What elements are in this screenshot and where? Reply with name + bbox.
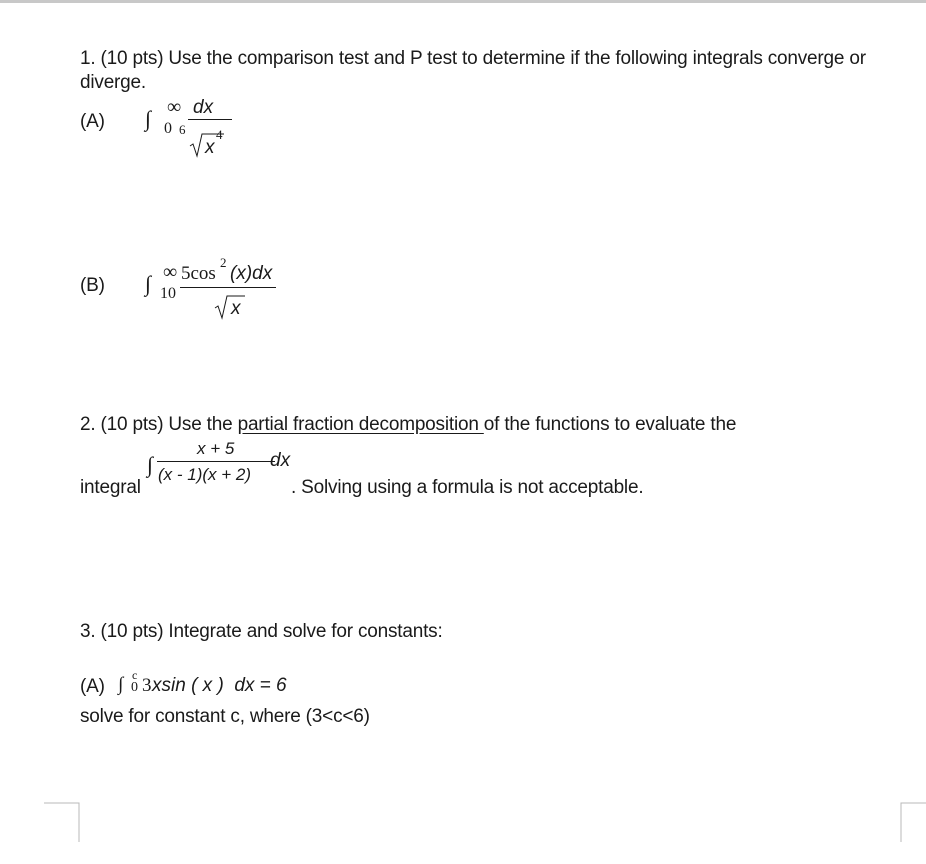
lower-limit: 0 <box>164 120 172 137</box>
lower-limit: 10 <box>160 285 176 302</box>
upper-limit: ∞ <box>167 96 182 118</box>
upper-limit: c <box>132 668 138 682</box>
part-a-label: (A) <box>80 111 105 132</box>
integral-sign: ∫ <box>118 674 124 695</box>
question-2-intro: 2. (10 pts) Use the <box>80 414 238 435</box>
numerator-rest: (x)dx <box>230 263 273 284</box>
dx: dx <box>270 450 291 471</box>
part-a-label-q3: (A) <box>80 676 105 697</box>
partial-fraction-link[interactable]: partial fraction decomposition <box>237 414 484 435</box>
integral-sign: ∫ <box>147 452 154 477</box>
exponent: 4 <box>216 127 223 142</box>
question-1-text: 1. (10 pts) Use the comparison test and P test to determine if the following integrals converge or <box>80 48 866 69</box>
lower-limit: 0 <box>131 680 138 695</box>
integral-word: integral <box>80 477 141 498</box>
integral-sign: ∫ <box>145 106 152 131</box>
question-1-text-cont: diverge. <box>80 72 146 93</box>
question-3-instruction: solve for constant c, where (3<c<6) <box>80 706 370 727</box>
fraction-bar <box>157 461 275 462</box>
fraction-bar <box>188 119 232 120</box>
fraction-bar <box>180 287 276 288</box>
crop-mark-left <box>44 802 80 842</box>
radicand: x <box>231 298 241 319</box>
question-3-text: 3. (10 pts) Integrate and solve for constants: <box>80 621 443 642</box>
integral-sign: ∫ <box>145 271 152 296</box>
question-2-outro: of the functions to evaluate the <box>483 414 737 435</box>
numerator-exponent: 2 <box>220 255 227 270</box>
root-index: 6 <box>179 122 186 137</box>
question-2-tail: . Solving using a formula is not acceptable. <box>291 477 644 498</box>
integrand-coefficient: 3 <box>142 675 152 696</box>
page-top-border <box>0 0 926 3</box>
numerator: dx <box>193 97 214 118</box>
part-b-label: (B) <box>80 275 105 296</box>
numerator <box>181 263 216 285</box>
integrand: xsin ( x ) dx = 6 <box>152 675 287 696</box>
numerator: x + 5 <box>197 439 235 458</box>
radicand: x <box>205 137 215 158</box>
question-2-text <box>80 413 736 436</box>
denominator: (x - 1)(x + 2) <box>158 465 252 484</box>
upper-limit: ∞ <box>163 261 178 283</box>
crop-mark-right <box>900 802 926 842</box>
numerator-coefficient: 5cos <box>181 263 216 284</box>
